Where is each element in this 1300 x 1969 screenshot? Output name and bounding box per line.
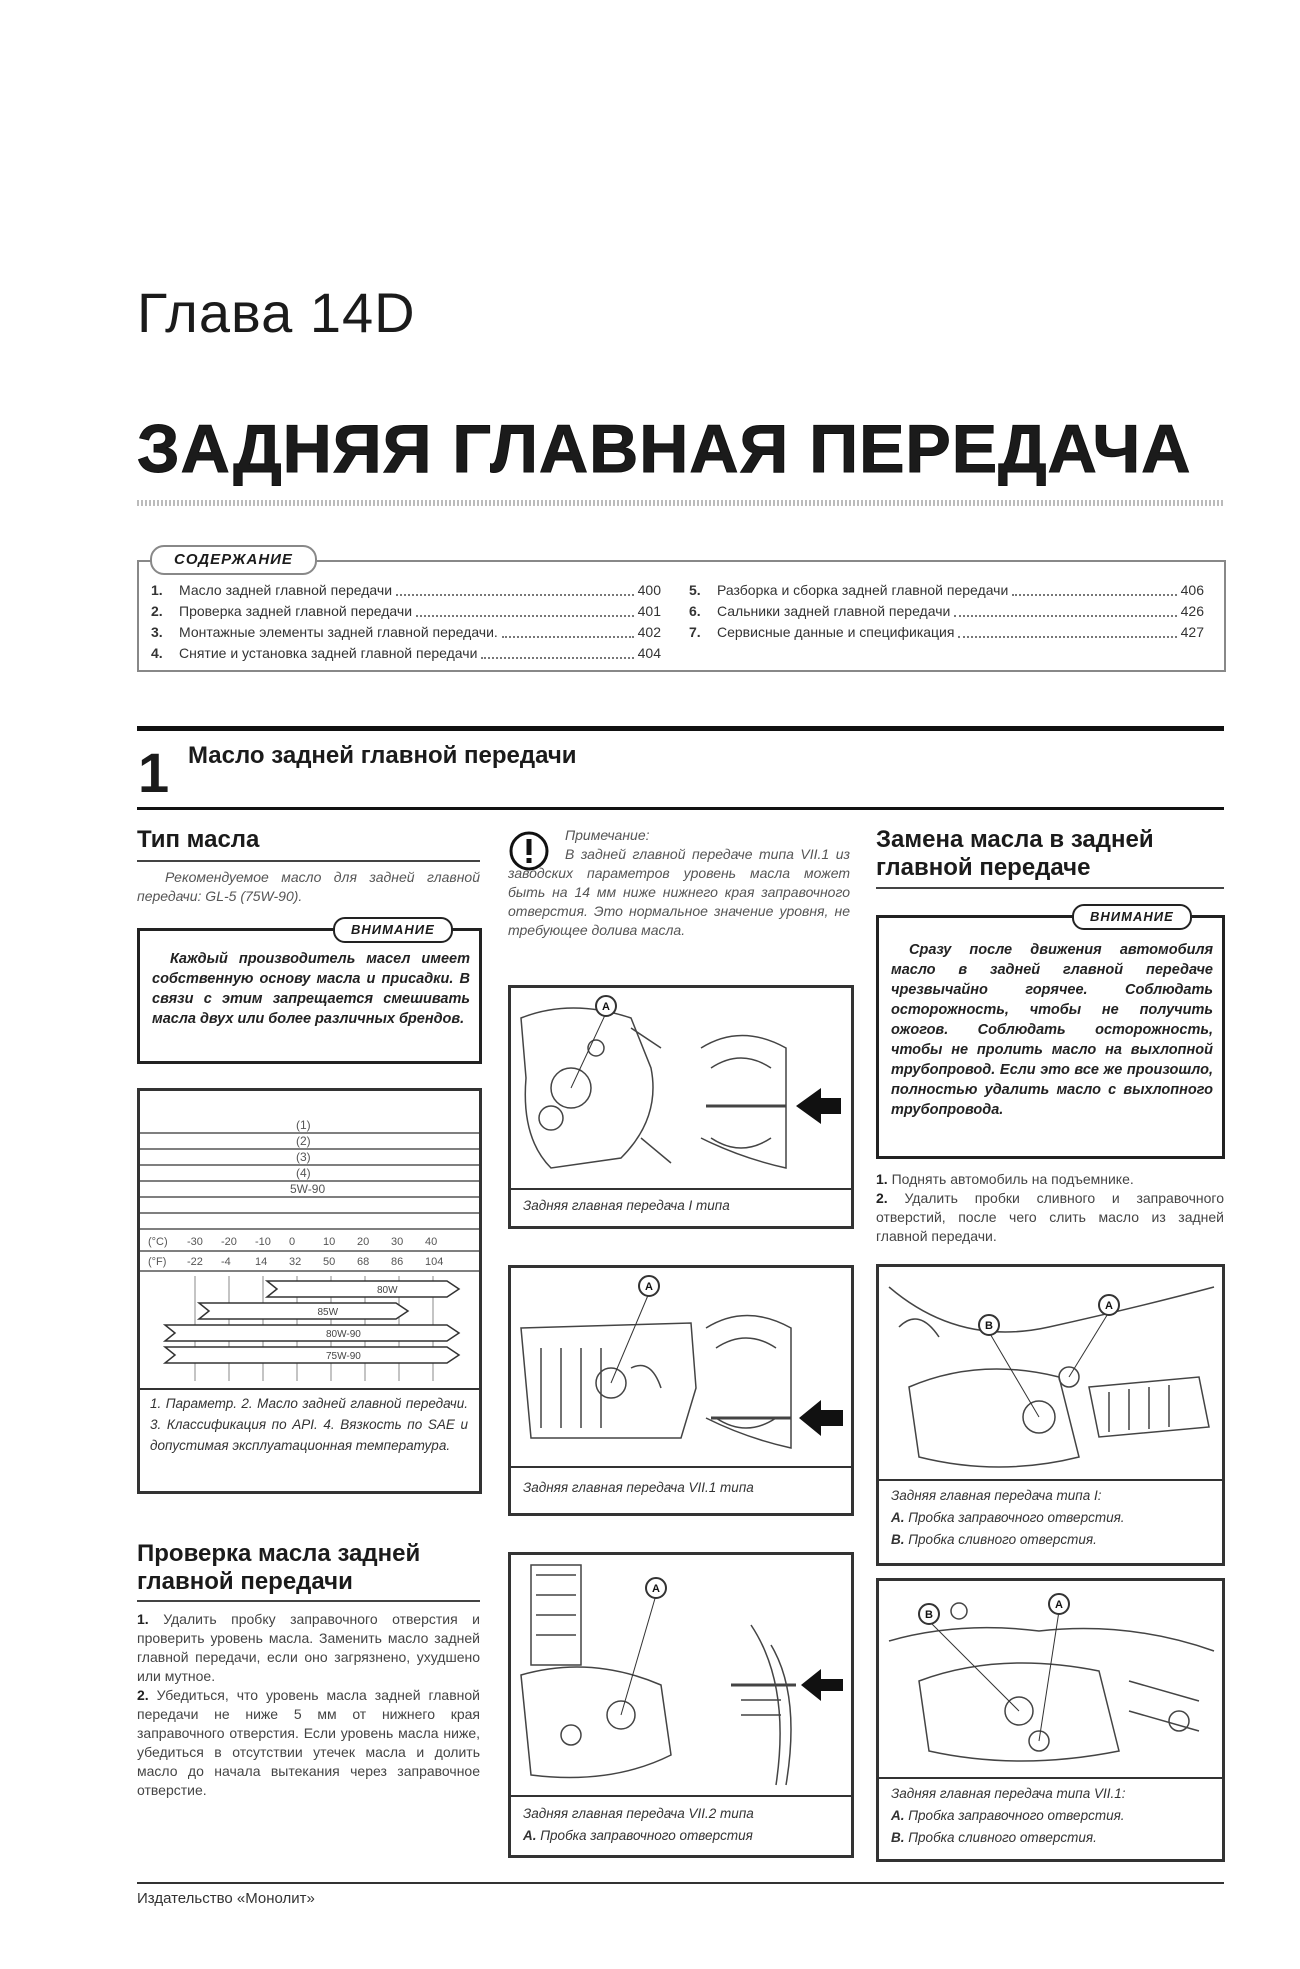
figure-badge: A [652, 1583, 660, 1595]
oil-warning-label: ВНИМАНИЕ [333, 917, 453, 943]
chart-label: 5W-90 [290, 1182, 326, 1196]
chart-label: (1) [296, 1118, 311, 1132]
toc-item[interactable] [151, 622, 661, 643]
figure-badge: B [925, 1609, 933, 1621]
figure-caption: Задняя главная передача типа VII.1: A. Пробка заправочного отверстия. B. Пробка сливного отверстия. [891, 1786, 1126, 1845]
viscosity-chart-svg [140, 1091, 479, 1388]
drain-illustration [879, 1581, 1222, 1777]
drain-illustration [879, 1267, 1222, 1479]
celsius-tick: 30 [391, 1236, 404, 1248]
change-warning-box [876, 915, 1225, 1159]
toc-right-column [689, 580, 1204, 643]
heading-rule [137, 1600, 480, 1602]
note-text: В задней главной передаче типа VII.1 из заводских параметров уровень масла может быть на 14 мм ниже нижнего края заправочного отверстия. Это нормальное значение уровня, не требующее долива масла. [508, 846, 850, 938]
figure-caption: Задняя главная передача VII.2 типа A. Пробка заправочного отверстия [523, 1806, 754, 1843]
footer-rule [137, 1882, 1224, 1884]
figure-caption: Задняя главная передача типа I: A. Пробка заправочного отверстия. B. Пробка сливного отверстия. [891, 1488, 1125, 1547]
heading-rule [876, 887, 1224, 889]
toc-item-text: Снятие и установка задней главной передачи [179, 645, 478, 661]
toc-item-number: 5. [689, 582, 701, 598]
toc-item-text: Проверка задней главной передачи [179, 603, 413, 619]
toc-item-page: 400 [637, 582, 661, 598]
celsius-tick: 0 [289, 1236, 296, 1248]
figure-drain-type-1 [876, 1264, 1225, 1566]
figure-caption: Задняя главная передача VII.1 типа [523, 1480, 754, 1495]
toc-item-page: 404 [637, 645, 661, 661]
celsius-label: (°C) [148, 1236, 168, 1248]
oil-change-steps [876, 1170, 1224, 1246]
list-item: 1. Поднять автомобиль на подъемнике. [876, 1171, 1134, 1187]
fahrenheit-tick: -22 [187, 1256, 203, 1268]
figure-caption: Задняя главная передача I типа [523, 1198, 730, 1213]
list-item: 1. Удалить пробку заправочного отверстия и проверить уровень масла. Заменить масло задней главной передачи, если оно загрязнено, ухудшено или мутное. [137, 1611, 481, 1684]
viscosity-bar-label: 80W [377, 1285, 398, 1296]
figure-badge: B [985, 1320, 993, 1332]
toc-item-text: Сальники задней главной передачи [717, 603, 951, 619]
fahrenheit-tick: 104 [425, 1256, 444, 1268]
chart-caption: 1. Параметр. 2. Масло задней главной передачи. 3. Классификация по API. 4. Вязкость по SAE и допустимая эксплуатационная температура. [150, 1396, 468, 1453]
oil-change-heading: Замена масла в задней главной передаче [876, 826, 1154, 881]
diff-illustration [511, 1555, 851, 1795]
celsius-tick: 20 [357, 1236, 370, 1248]
celsius-tick: -10 [255, 1236, 271, 1248]
figure-badge: A [1055, 1599, 1063, 1611]
oil-check-steps [137, 1610, 480, 1800]
toc-item-text: Сервисные данные и спецификация [717, 624, 955, 640]
viscosity-bar [165, 1325, 459, 1341]
toc-item-page: 401 [637, 603, 661, 619]
chart-label: (3) [296, 1150, 311, 1164]
fahrenheit-tick: 50 [323, 1256, 336, 1268]
figure-badge: A [602, 1001, 610, 1013]
toc-item-number: 2. [151, 603, 163, 619]
publisher-footer: Издательство «Монолит» [137, 1890, 315, 1907]
change-warning-text: Сразу после движения автомобиля масло в задней главной передаче чрезвычайно горячее. Соблюдать осторожность, чтобы не получить ожогов. Соблюдать осторожность, чтобы не пролить масло на выхлопной трубопровод. Если это все же произошло, полностью удалить масло с выхлопного трубопровода. [891, 942, 1213, 1118]
page-title: ЗАДНЯЯ ГЛАВНАЯ ПЕРЕДАЧА [137, 411, 1192, 487]
celsius-tick: 40 [425, 1236, 438, 1248]
oil-warning-text: Каждый производитель масел имеет собственную основу масла и присадки. В связи с этим запрещается смешивать масла двух или более различных брендов. [152, 951, 470, 1027]
toc-item-number: 7. [689, 624, 701, 640]
viscosity-bar [199, 1303, 408, 1319]
toc-item-text: Монтажные элементы задней главной передачи. [179, 624, 498, 640]
table-of-contents [137, 560, 1226, 672]
toc-item-number: 3. [151, 624, 163, 640]
toc-item[interactable] [689, 601, 1204, 622]
celsius-tick: -20 [221, 1236, 237, 1248]
figure-diff-type-vii2 [508, 1552, 854, 1858]
toc-item[interactable] [689, 622, 1204, 643]
figure-diff-type-1 [508, 985, 854, 1229]
fahrenheit-label: (°F) [148, 1256, 167, 1268]
section-rule-bottom [137, 807, 1224, 810]
fahrenheit-tick: -4 [221, 1256, 231, 1268]
diff-illustration [511, 988, 851, 1188]
chart-label: (2) [296, 1134, 311, 1148]
chart-label: (4) [296, 1166, 311, 1180]
toc-item-text: Масло задней главной передачи [179, 582, 393, 598]
celsius-tick: 10 [323, 1236, 336, 1248]
oil-warning-box [137, 928, 482, 1064]
toc-left-column [151, 580, 661, 664]
toc-item-number: 4. [151, 645, 163, 661]
oil-type-heading: Тип масла [137, 826, 260, 853]
figure-diff-type-vii1 [508, 1265, 854, 1516]
toc-item-page: 406 [1180, 582, 1204, 598]
section-title: Масло задней главной передачи [188, 742, 577, 769]
toc-item-number: 6. [689, 603, 701, 619]
toc-item[interactable] [151, 580, 661, 601]
viscosity-bar-label: 75W-90 [326, 1351, 361, 1362]
title-divider [137, 500, 1224, 506]
toc-item[interactable] [151, 643, 661, 664]
fahrenheit-tick: 32 [289, 1256, 302, 1268]
figure-drain-type-vii1 [876, 1578, 1225, 1862]
fahrenheit-tick: 68 [357, 1256, 370, 1268]
toc-item-page: 426 [1180, 603, 1204, 619]
toc-item[interactable] [689, 580, 1204, 601]
section-number: 1 [138, 741, 170, 804]
list-item: 2. Убедиться, что уровень масла задней главной передачи не ниже 5 мм от нижнего края заправочного отверстия. Если уровень масла ниже, убедиться в отсутствии утечек масла и долить масло до начала вытекания через заправочное отверстие. [137, 1687, 480, 1798]
diff-illustration [511, 1268, 851, 1468]
section-rule-top [137, 726, 1224, 731]
chapter-label: Глава 14D [137, 281, 416, 344]
toc-item-page: 427 [1180, 624, 1204, 640]
viscosity-bar-label: 80W-90 [326, 1329, 361, 1340]
toc-item-number: 1. [151, 582, 163, 598]
celsius-tick: -30 [187, 1236, 203, 1248]
oil-recommendation: Рекомендуемое масло для задней главной передачи: GL-5 (75W-90). [137, 869, 480, 904]
toc-item-page: 402 [637, 624, 661, 640]
oil-check-heading: Проверка масла задней главной передачи [137, 1540, 421, 1595]
toc-item[interactable] [151, 601, 661, 622]
viscosity-bar-label: 85W [317, 1307, 339, 1318]
oil-viscosity-chart [137, 1088, 482, 1494]
change-warning-label: ВНИМАНИЕ [1072, 904, 1192, 930]
toc-item-text: Разборка и сборка задней главной передачи [717, 582, 1009, 598]
heading-rule [137, 860, 480, 862]
toc-label: СОДЕРЖАНИЕ [150, 545, 317, 575]
figure-badge: A [1105, 1300, 1113, 1312]
fahrenheit-tick: 86 [391, 1256, 404, 1268]
note-title: Примечание: [565, 827, 650, 843]
list-item: 2. Удалить пробки сливного и заправочного отверстий, после чего слить масло из задней главной передачи. [876, 1190, 1224, 1244]
fahrenheit-tick: 14 [255, 1256, 268, 1268]
viscosity-bar [165, 1347, 459, 1363]
viscosity-bar [267, 1281, 459, 1297]
figure-badge: A [645, 1281, 653, 1293]
